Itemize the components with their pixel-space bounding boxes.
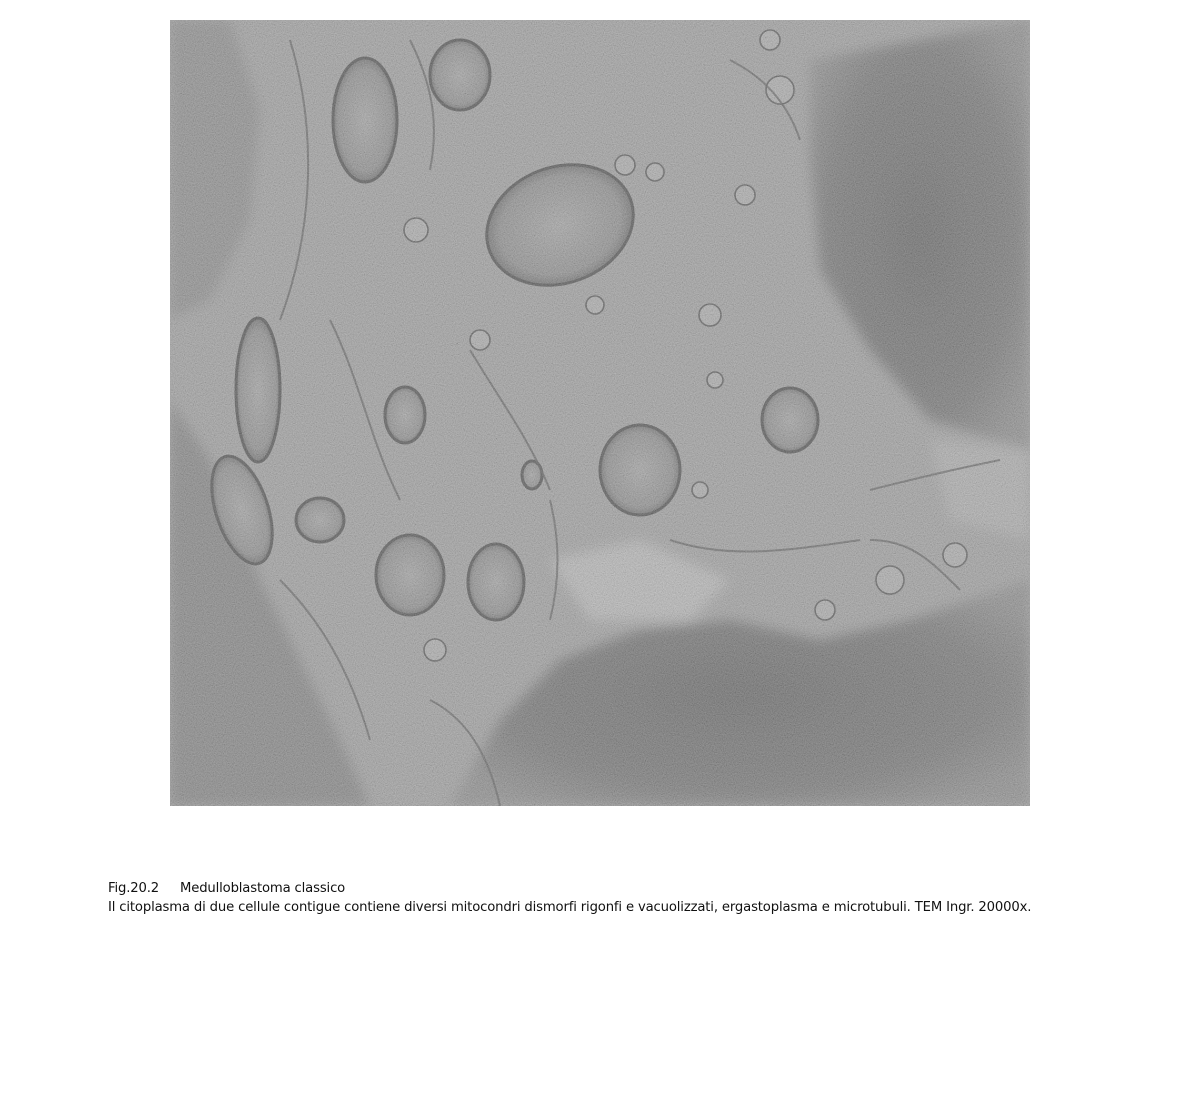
figure-caption bbox=[108, 879, 1168, 917]
micrograph-image bbox=[170, 20, 1030, 806]
figure-description: Il citoplasma di due cellule contigue contiene diversi mitocondri dismorfi rigonfi e vacuolizzati, ergastoplasma e microtubuli. TEM Ingr. 20000x. bbox=[108, 900, 1032, 915]
micrograph bbox=[170, 20, 1030, 806]
figure-number: Fig.20.2 bbox=[108, 881, 160, 896]
figure-title: Medulloblastoma classico bbox=[180, 881, 346, 896]
caption-title-line bbox=[108, 879, 1168, 898]
